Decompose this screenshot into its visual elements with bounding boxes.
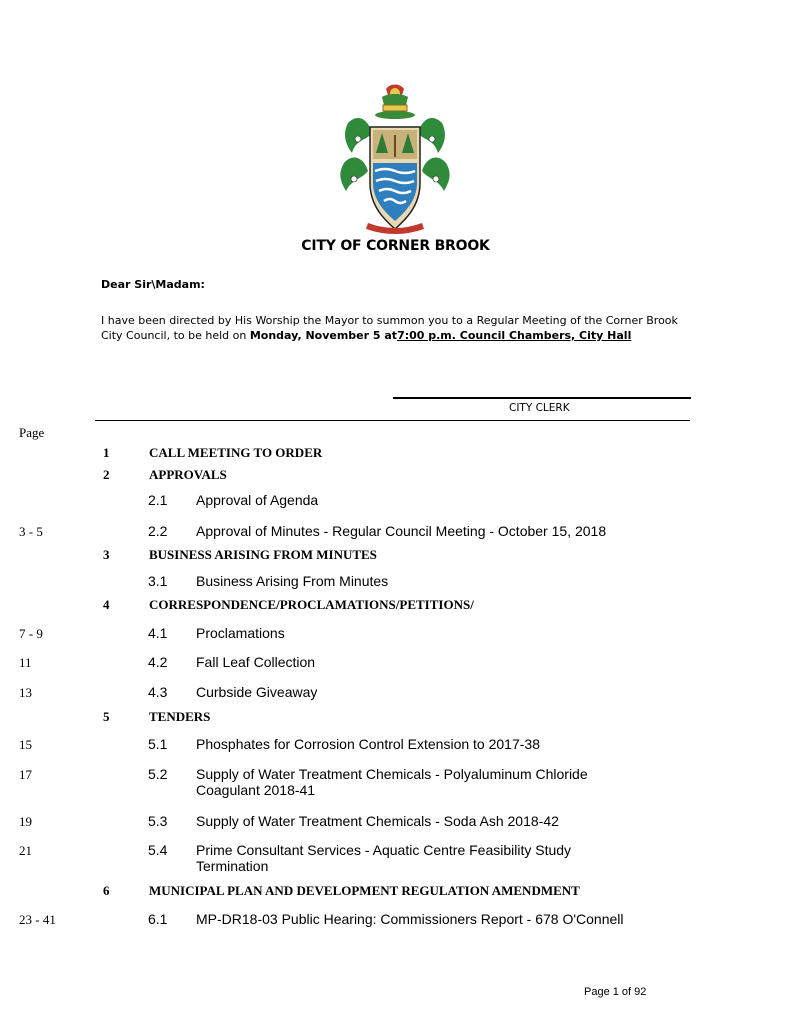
item-number: 4.1	[148, 625, 168, 641]
signature-line	[393, 397, 691, 399]
item-page-range: 3 - 5	[19, 524, 43, 539]
item-title: Supply of Water Treatment Chemicals - Soda Ash 2018-42	[196, 813, 559, 829]
item-title: Proclamations	[196, 625, 285, 641]
item-page-range: 19	[19, 814, 32, 829]
meeting-date: Monday, November 5 at	[249, 329, 398, 342]
salutation: Dear Sir\Madam:	[101, 278, 205, 291]
item-page-range: 15	[19, 737, 32, 752]
item-number: 5.1	[148, 736, 168, 752]
item-title: Prime Consultant Services - Aquatic Centre Feasibility Study Termination	[196, 842, 572, 874]
section-title: MUNICIPAL PLAN AND DEVELOPMENT REGULATION AMENDMENT	[149, 883, 580, 898]
item-title: MP-DR18-03 Public Hearing: Commissioners Report - 678 O'Connell	[196, 911, 624, 927]
item-title: Approval of Agenda	[196, 492, 319, 508]
item-title: Approval of Minutes - Regular Council Meeting - October 15, 2018	[196, 523, 607, 539]
item-title: Phosphates for Corrosion Control Extension to 2017-38	[196, 736, 540, 752]
section-title: TENDERS	[149, 709, 211, 724]
section-number: 6	[103, 883, 110, 898]
item-number: 5.3	[148, 813, 168, 829]
item-number: 6.1	[148, 911, 168, 927]
item-title: Curbside Giveaway	[196, 684, 318, 700]
intro-text: I have been directed by His Worship the Mayor to summon you to a Regular Meeting of the Corner Brook City Council, to be held on	[101, 314, 678, 342]
section-title: APPROVALS	[149, 467, 227, 482]
section-number: 4	[103, 597, 110, 612]
item-page-range: 23 - 41	[19, 912, 56, 927]
section-title: BUSINESS ARISING FROM MINUTES	[149, 547, 377, 562]
item-page-range: 11	[19, 655, 32, 670]
item-page-range: 21	[19, 843, 32, 858]
agenda-divider	[95, 420, 690, 421]
section-number: 3	[103, 547, 110, 562]
section-number: 2	[103, 467, 110, 482]
item-number: 4.3	[148, 684, 168, 700]
item-number: 2.1	[148, 492, 168, 508]
meeting-summons-paragraph	[101, 313, 681, 343]
item-number: 3.1	[148, 573, 168, 589]
item-page-range: 7 - 9	[19, 626, 43, 641]
item-title: Supply of Water Treatment Chemicals - Polyaluminum Chloride Coagulant 2018-41	[196, 766, 588, 798]
signature-label: CITY CLERK	[509, 402, 570, 414]
item-page-range: 17	[19, 767, 32, 782]
meeting-location: 7:00 p.m. Council Chambers, City Hall	[397, 329, 632, 342]
item-number: 2.2	[148, 523, 168, 539]
item-title: Fall Leaf Collection	[196, 654, 316, 670]
section-number: 1	[103, 445, 110, 460]
page-number-footer: Page 1 of 92	[584, 986, 647, 998]
item-page-range: 13	[19, 685, 32, 700]
section-number: 5	[103, 709, 110, 724]
item-number: 5.2	[148, 766, 168, 782]
item-number: 5.4	[148, 842, 168, 858]
item-number: 4.2	[148, 654, 168, 670]
page-column-header: Page	[19, 425, 45, 440]
section-title: CALL MEETING TO ORDER	[149, 445, 323, 460]
corner-brook-coat-of-arms-icon	[338, 83, 452, 237]
item-title: Business Arising From Minutes	[196, 573, 389, 589]
section-title: CORRESPONDENCE/PROCLAMATIONS/PETITIONS/	[149, 597, 474, 612]
page-title: CITY OF CORNER BROOK	[301, 238, 490, 254]
